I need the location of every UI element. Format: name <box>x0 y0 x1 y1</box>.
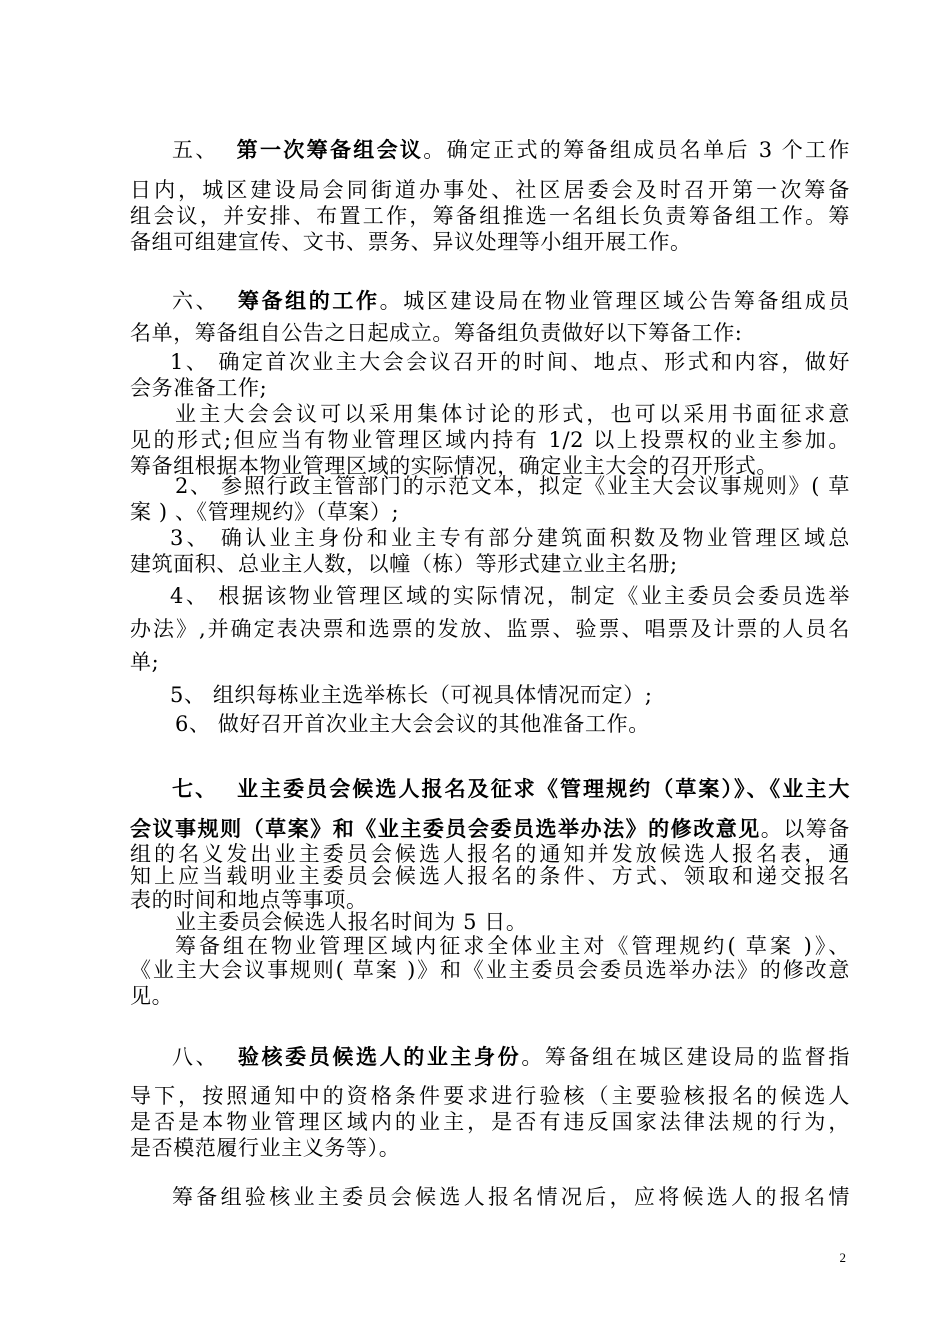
section-8-text: 。筹备组在城区建设局的监督指 <box>521 1045 850 1069</box>
section-6-line: 名单，筹备组自公告之日起成立。筹备组负责做好以下筹备工作: <box>130 321 743 345</box>
section-7-title: 业主委员会候选人报名及征求《管理规约（草案）》、《业主大 <box>236 776 850 801</box>
paragraph-line: 业主委员会候选人报名时间为 5 日。 <box>175 910 528 934</box>
section-7-line: 组的名义发出业主委员会候选人报名的通知并发放候选人报名表，通 <box>130 842 850 866</box>
list-item-5: 5、 组织每栋业主选举栋长（可视具体情况而定）; <box>170 683 653 707</box>
section-8-heading-line <box>172 1046 850 1068</box>
paragraph-line: 见。 <box>130 984 174 1008</box>
section-8-line: 导下，按照通知中的资格条件要求进行验核（主要验核报名的候选人 <box>130 1084 850 1108</box>
section-7-heading-line <box>172 778 850 799</box>
section-7-line: 表的时间和地点等事项。 <box>130 888 368 912</box>
list-item-2: 2、 参照行政主管部门的示范文本，拟定《业主大会议事规则》( 草 <box>175 474 850 498</box>
paragraph-line: 《业主大会议事规则( 草案 )》和《业主委员会委员选举办法》的修改意 <box>130 958 850 982</box>
paragraph-line: 业主大会会议可以采用集体讨论的形式，也可以采用书面征求意 <box>175 402 850 426</box>
section-7-line <box>130 818 850 840</box>
paragraph-line: 见的形式;但应当有物业管理区域内持有 1/2 以上投票权的业主参加。 <box>130 428 850 452</box>
section-8-number: 八、 <box>172 1045 220 1069</box>
list-item-4: 4、 根据该物业管理区域的实际情况，制定《业主委员会委员选举 <box>170 584 850 608</box>
list-item-3-cont: 建筑面积、总业主人数，以幢（栋）等形式建立业主名册; <box>130 552 678 576</box>
section-7-text: 。以筹备 <box>760 817 850 841</box>
list-item-3: 3、 确认业主身份和业主专有部分建筑面积数及物业管理区域总 <box>170 526 850 550</box>
list-item-4-cont: 单; <box>130 650 160 674</box>
section-6-heading-line <box>172 290 850 312</box>
section-5-heading-line <box>172 139 850 161</box>
section-7-number: 七、 <box>172 776 219 801</box>
list-item-4-cont: 办法》,并确定表决票和选票的发放、监票、验票、唱票及计票的人员名 <box>130 617 850 641</box>
section-5-line: 备组可组建宣传、文书、票务、异议处理等小组开展工作。 <box>130 230 692 254</box>
section-5-text: 。确定正式的筹备组成员名单后 3 个工作 <box>423 138 850 162</box>
page-number: 2 <box>839 1250 846 1265</box>
section-8-title: 验核委员候选人的业主身份 <box>237 1044 522 1069</box>
list-item-6: 6、 做好召开首次业主大会会议的其他准备工作。 <box>175 712 650 736</box>
list-item-2-cont: 案 ) 、《管理规约》（草案）; <box>130 500 400 524</box>
paragraph-line: 筹备组验核业主委员会候选人报名情况后，应将候选人的报名情 <box>172 1185 850 1209</box>
section-5-line: 日内，城区建设局会同街道办事处、社区居委会及时召开第一次筹备 <box>130 178 850 202</box>
list-item-1: 1、 确定首次业主大会会议召开的时间、地点、形式和内容，做好 <box>170 350 850 374</box>
list-item-1-cont: 会务准备工作; <box>130 376 268 400</box>
paragraph-line: 筹备组根据本物业管理区域的实际情况，确定业主大会的召开形式。 <box>130 454 778 478</box>
paragraph-line: 筹备组在物业管理区域内征求全体业主对《管理规约( 草案 )》、 <box>175 934 850 958</box>
section-7-line: 知上应当载明业主委员会候选人报名的条件、方式、领取和递交报名 <box>130 864 850 888</box>
section-5-title: 第一次筹备组会议 <box>236 137 424 162</box>
section-8-line: 是否是本物业管理区域内的业主，是否有违反国家法律法规的行为， <box>130 1110 850 1134</box>
section-6-text: 。城区建设局在物业管理区域公告筹备组成员 <box>379 289 850 313</box>
section-7-title-cont: 会议事规则（草案》和《业主委员会委员选举办法》的修改意见 <box>130 816 761 841</box>
section-5-number: 五、 <box>172 138 219 162</box>
section-8-line: 是否模范履行业主义务等）。 <box>130 1136 401 1160</box>
section-6-number: 六、 <box>172 289 220 313</box>
section-5-line: 组会议，并安排、布置工作，筹备组推选一名组长负责筹备组工作。筹 <box>130 204 850 228</box>
section-6-title: 筹备组的工作 <box>237 288 380 313</box>
